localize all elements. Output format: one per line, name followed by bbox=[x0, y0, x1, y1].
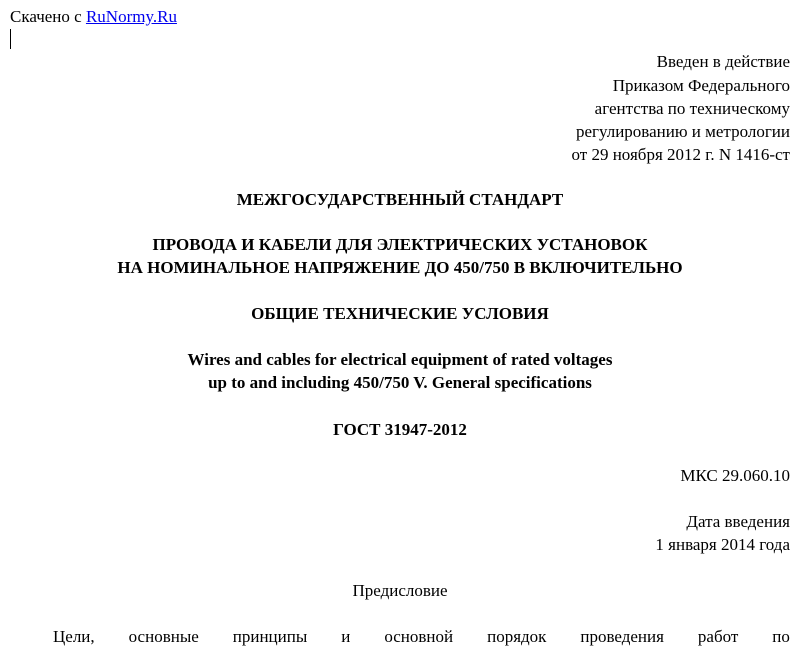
enactment-line-1: Введен в действие bbox=[656, 52, 790, 71]
preface-word: основной bbox=[384, 627, 454, 646]
title-en-line-1: Wires and cables for electrical equipment of rated voltages bbox=[187, 350, 613, 369]
title-en-line-2: up to and including 450/750 V. General specifications bbox=[208, 373, 592, 392]
preface-word: порядок bbox=[487, 627, 547, 646]
download-source-line bbox=[10, 7, 177, 27]
introduction-date: 1 января 2014 года bbox=[655, 535, 790, 554]
standard-type-heading: МЕЖГОСУДАРСТВЕННЫЙ СТАНДАРТ bbox=[236, 190, 564, 209]
introduction-label: Дата введения bbox=[686, 512, 790, 531]
title-ru-line-2: НА НОМИНАЛЬНОЕ НАПРЯЖЕНИЕ ДО 450/750 В ВКЛЮЧИТЕЛЬНО bbox=[117, 258, 683, 277]
preface-word: основные bbox=[128, 627, 199, 646]
preface-word: принципы bbox=[232, 627, 308, 646]
preface-word: Цели, bbox=[53, 627, 95, 646]
preface-word: проведения bbox=[580, 627, 664, 646]
preface-heading: Предисловие bbox=[352, 581, 448, 600]
preface-word: и bbox=[341, 627, 351, 646]
preface-word: работ bbox=[697, 627, 739, 646]
preface-word: по bbox=[772, 627, 790, 646]
enactment-line-4: регулированию и метрологии bbox=[575, 122, 790, 141]
source-link[interactable]: RuNormy.Ru bbox=[85, 7, 177, 26]
enactment-line-3: агентства по техническому bbox=[594, 99, 790, 118]
subtitle-ru: ОБЩИЕ ТЕХНИЧЕСКИЕ УСЛОВИЯ bbox=[251, 304, 549, 323]
preface-first-line bbox=[53, 627, 790, 647]
title-ru-line-1: ПРОВОДА И КАБЕЛИ ДЛЯ ЭЛЕКТРИЧЕСКИХ УСТАНОВОК bbox=[152, 235, 648, 254]
gost-number: ГОСТ 31947-2012 bbox=[333, 420, 467, 439]
enactment-line-5: от 29 ноября 2012 г. N 1416-ст bbox=[571, 145, 790, 164]
enactment-line-2: Приказом Федерального bbox=[612, 76, 790, 95]
download-prefix: Скачено с bbox=[10, 7, 82, 26]
mks-code: МКС 29.060.10 bbox=[680, 466, 790, 485]
text-cursor bbox=[10, 29, 11, 49]
